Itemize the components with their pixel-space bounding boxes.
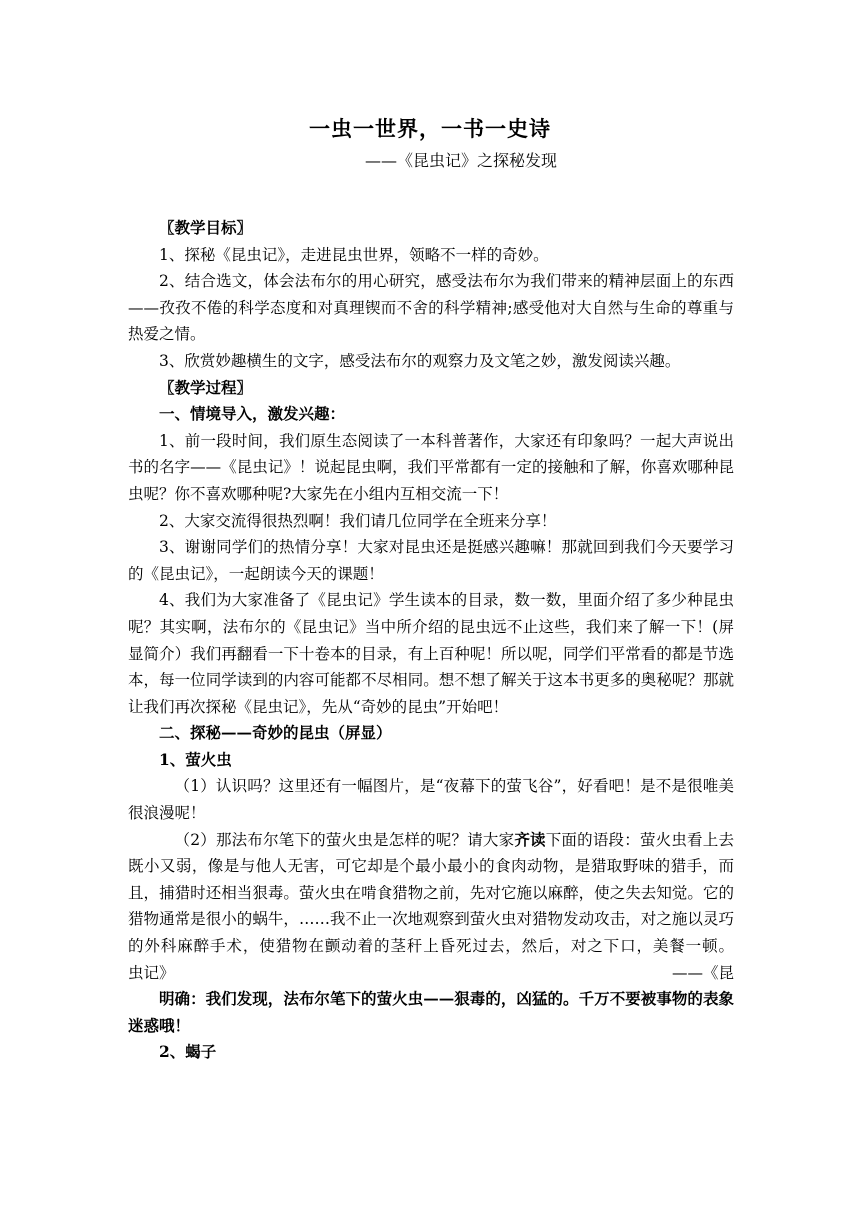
subsection-2-heading: 2、蝎子: [159, 1042, 217, 1062]
section-1-paragraph-4: 4、我们为大家准备了《昆虫记》学生读本的目录，数一数，里面介绍了多少种昆虫呢？其实啊，法布尔的《昆虫记》当中所介绍的昆虫远不止这些，我们来了解一下！(屏显简介）我们再翻看一下十卷本的目录，有上百种呢！所以呢，同学们平常看的都是节选本，每一位同学读到的内容可能都不尽相同。想不想了解关于这本书更多的奥秘呢？那就让我们再次探秘《昆虫记》，先从“奇妙的昆虫”开始吧！: [128, 591, 734, 716]
section-1-paragraph-3: 3、谢谢同学们的热情分享！大家对昆虫还是挺感兴趣嘛！那就回到我们今天要学习的《昆虫记》，一起朗读今天的课题！: [128, 538, 734, 583]
section-1-paragraph-2: 2、大家交流得很热烈啊！我们请几位同学在全班来分享！: [159, 511, 557, 530]
firefly-text-pre: （2）那法布尔笔下的萤火虫是怎样的呢？请大家: [174, 830, 515, 849]
goals-heading: 〖教学目标〗: [159, 218, 253, 237]
firefly-paragraph-1: （1）认识吗？这里还有一幅图片，是“夜幕下的萤飞谷”，好看吧！是不是很唯美很浪漫呢！: [128, 777, 734, 823]
section-1-paragraph-1: 1、前一段时间，我们原生态阅读了一本科普著作，大家还有印象吗？一起大声说出书的名字——《昆虫记》！说起昆虫啊，我们平常都有一定的接触和了解，你喜欢哪种昆虫呢？你不喜欢哪种呢?大家先在小组内互相交流一下！: [128, 431, 734, 503]
document-body: [128, 215, 734, 1066]
document-title: 一虫一世界，一书一史诗: [309, 116, 551, 141]
goal-3: 3、欣赏妙趣横生的文字，感受法布尔的观察力及文笔之妙，激发阅读兴趣。: [159, 351, 681, 370]
firefly-citation-start: ——《昆: [671, 963, 734, 982]
firefly-citation-end: 虫记》: [128, 963, 175, 982]
section-1-heading: 一、情境导入，激发兴趣：: [159, 404, 346, 424]
goal-2: 2、结合选文，体会法布尔的用心研究，感受法布尔为我们带来的精神层面上的东西——孜孜不倦的科学态度和对真理锲而不舍的科学精神;感受他对大自然与生命的尊重与热爱之情。: [128, 272, 734, 344]
firefly-text-bold: 齐读: [514, 829, 546, 849]
document-subtitle: ——《昆虫记》之探秘发现: [365, 151, 558, 170]
goal-1: 1、探秘《昆虫记》，走进昆虫世界，领略不一样的奇妙。: [159, 245, 549, 264]
subsection-1-heading: 1、萤火虫: [159, 749, 232, 769]
conclusion-paragraph: 明确：我们发现，法布尔笔下的萤火虫——狠毒的，凶猛的。千万不要被事物的表象迷惑哦！: [128, 989, 734, 1035]
process-heading: 〖教学过程〗: [159, 377, 253, 397]
firefly-text-post: 下面的语段：萤火虫看上去既小又弱，像是与他人无害，可它却是个最小最小的食肉动物，是猎取野味的猎手，而且，捕猎时还相当狠毒。萤火虫在啃食猎物之前，先对它施以麻醉，使之失去知觉。它的猎物通常是很小的蜗牛，……我不止一次地观察到萤火虫对猎物发动攻击，对之施以灵巧的外科麻醉手术，使猎物在颤动着的茎秆上昏死过去，然后，对之下口，美餐一顿。: [128, 830, 734, 956]
section-2-heading: 二、探秘——奇妙的昆虫（屏显）: [159, 723, 392, 743]
